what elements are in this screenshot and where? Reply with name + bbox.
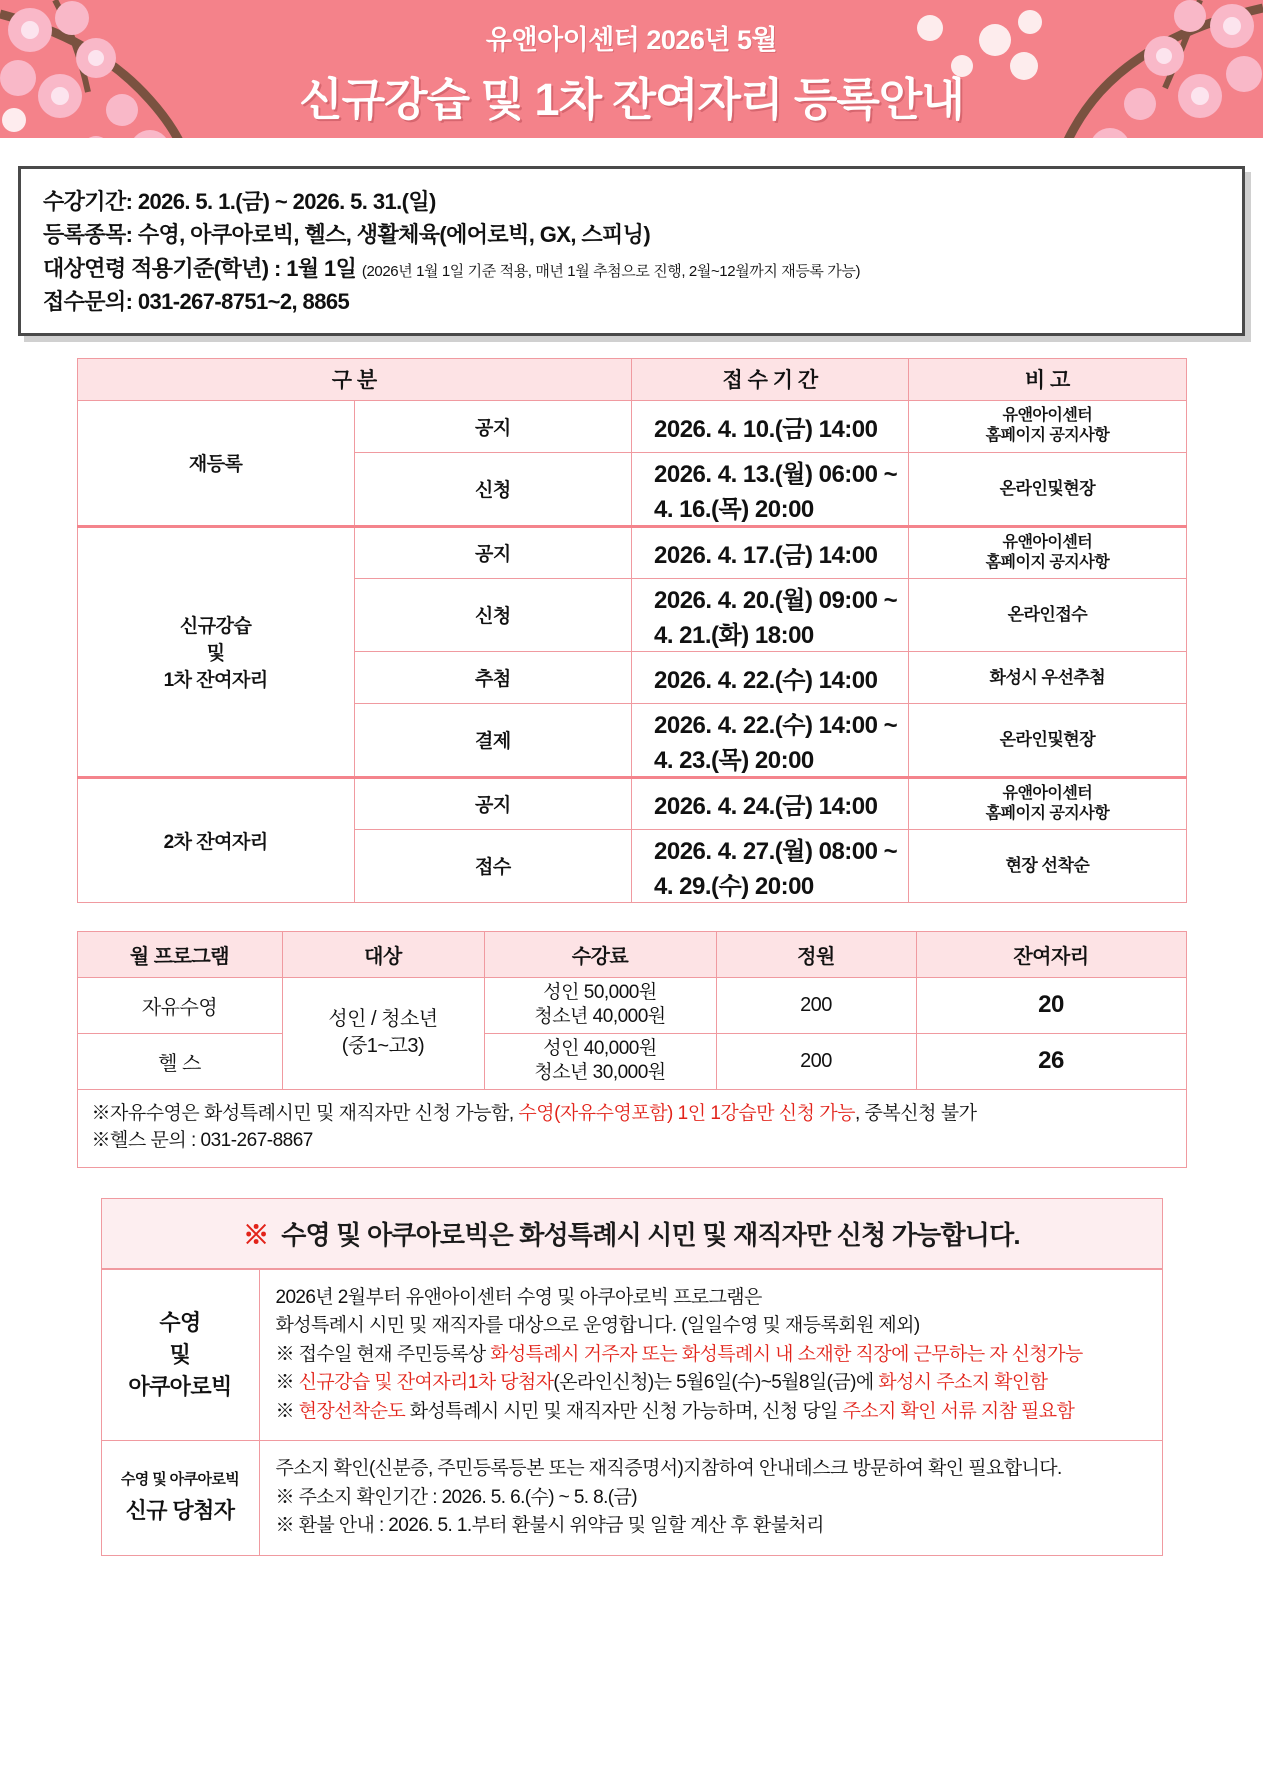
info-contact: 접수문의: 031-267-8751~2, 8865	[43, 289, 350, 315]
page-title: 신규강습 및 1차 잔여자리 등록안내	[299, 74, 964, 125]
schedule-date: 2026. 4. 22.(수) 14:00 ~ 4. 23.(목) 20:00	[632, 703, 909, 777]
program-capacity: 200	[716, 977, 916, 1033]
notice-swim-line5-mid: 화성특례시 시민 및 재직자만 신청 가능하며, 신청 당일	[405, 1400, 843, 1422]
program-notes-row	[77, 1089, 1186, 1167]
program-target: 성인 / 청소년 (중1~고3)	[282, 977, 484, 1089]
notice-swim-line5-red2: 주소지 확인 서류 지참 필요함	[842, 1400, 1075, 1422]
schedule-note: 온라인접수	[909, 578, 1186, 651]
notice-swim-line4-star: ※	[275, 1372, 299, 1394]
notice-swim-line5-red1: 현장선착순도	[298, 1400, 406, 1422]
schedule-date: 2026. 4. 17.(금) 14:00	[632, 526, 909, 578]
notice-headline	[101, 1198, 1163, 1269]
notice-swim-line4-mid: (온라인신청)는 5월6일(수)~5월8일(금)에	[553, 1372, 879, 1394]
program-header-row	[77, 931, 1186, 977]
notice-winner-line1: 주소지 확인(신분증, 주민등록등본 또는 재직증명서)지참하여 안내데스크 방문하여 확인 필요합니다.	[275, 1458, 1062, 1480]
schedule-header-period: 접 수 기 간	[632, 358, 909, 400]
schedule-note: 현장 선착순	[909, 829, 1186, 902]
registration-schedule-table	[77, 358, 1187, 903]
schedule-note: 유앤아이센터 홈페이지 공지사항	[909, 400, 1186, 452]
notice-swim-line5	[276, 1398, 1148, 1427]
schedule-step-label: 공지	[354, 777, 631, 829]
program-remaining: 20	[916, 977, 1186, 1033]
program-header-target: 대상	[282, 931, 484, 977]
program-header-fee: 수강료	[484, 931, 716, 977]
program-header-capacity: 정원	[716, 931, 916, 977]
notice-star-icon: ※	[243, 1219, 269, 1250]
notice-swim-line4-red2: 화성시 주소지 확인함	[878, 1372, 1048, 1394]
header-subtitle: 유앤아이센터 2026년 5월	[485, 25, 778, 55]
schedule-date: 2026. 4. 10.(금) 14:00	[632, 400, 909, 452]
notice-category-winner	[101, 1441, 259, 1556]
schedule-step-label: 공지	[354, 526, 631, 578]
notice-swim-line4	[276, 1369, 1148, 1398]
program-name: 자유수영	[77, 977, 282, 1033]
notice-swim-line5-star: ※	[275, 1400, 299, 1422]
notice-category-winner-small: 수영 및 아쿠아로빅	[120, 1471, 240, 1489]
schedule-note: 온라인및현장	[909, 703, 1186, 777]
schedule-note: 유앤아이센터 홈페이지 공지사항	[909, 777, 1186, 829]
table-row	[77, 777, 1186, 829]
notice-table	[101, 1269, 1163, 1556]
program-note-1: ※자유수영은 화성특례시민 및 재직자만 신청 가능함, 수영(자유수영포함) 1인 1강습만 신청 가능, 중복신청 불가	[91, 1102, 977, 1124]
notice-winner-line2: ※ 주소지 확인기간 : 2026. 5. 6.(수) ~ 5. 8.(금)	[275, 1486, 638, 1508]
schedule-date: 2026. 4. 24.(금) 14:00	[632, 777, 909, 829]
schedule-step-label: 접수	[354, 829, 631, 902]
program-note-2: ※헬스 문의 : 031-267-8867	[91, 1130, 313, 1152]
schedule-group-label: 신규강습 및 1차 잔여자리	[77, 526, 354, 777]
notice-category-winner-label: 신규 당첨자	[125, 1498, 235, 1524]
schedule-group-label: 2차 잔여자리	[77, 777, 354, 902]
schedule-date: 2026. 4. 20.(월) 09:00 ~ 4. 21.(화) 18:00	[632, 578, 909, 651]
notice-swim-line3-a: ※ 접수일 현재 주민등록상	[275, 1343, 491, 1365]
schedule-header-note: 비 고	[909, 358, 1186, 400]
program-remaining: 26	[916, 1033, 1186, 1089]
program-header-name: 월 프로그램	[77, 931, 282, 977]
program-notes	[77, 1089, 1186, 1167]
notice-headline-text: 수영 및 아쿠아로빅은 화성특례시 시민 및 재직자만 신청 가능합니다.	[281, 1219, 1020, 1250]
program-header-remaining: 잔여자리	[916, 931, 1186, 977]
table-row	[77, 1033, 1186, 1089]
program-body	[77, 977, 1186, 1167]
schedule-step-label: 공지	[354, 400, 631, 452]
info-categories: 등록종목: 수영, 아쿠아로빅, 헬스, 생활체육(에어로빅, GX, 스피닝)	[43, 222, 651, 248]
schedule-step-label: 추첨	[354, 651, 631, 703]
schedule-step-label: 신청	[354, 578, 631, 651]
notice-section	[101, 1198, 1163, 1556]
notice-swim-line3-red: 화성특례시 거주자 또는 화성특례시 내 소재한 직장에 근무하는 자 신청가능	[490, 1343, 1083, 1365]
info-age-standard	[43, 252, 1222, 285]
schedule-header-category: 구 분	[77, 358, 632, 400]
schedule-body	[77, 400, 1186, 902]
schedule-note: 유앤아이센터 홈페이지 공지사항	[909, 526, 1186, 578]
notice-swim-line1: 2026년 2월부터 유앤아이센터 수영 및 아쿠아로빅 프로그램은	[275, 1286, 762, 1308]
notice-body-swim	[259, 1269, 1162, 1441]
notice-winner-line3: ※ 환불 안내 : 2026. 5. 1.부터 환불시 위약금 및 일할 계산 후 환불처리	[275, 1515, 824, 1537]
info-age-standard-main: 대상연령 적용기준(학년) : 1월 1일	[43, 255, 357, 281]
notice-category-swim	[101, 1269, 259, 1441]
notice-row-winner	[101, 1441, 1162, 1556]
info-age-standard-note: (2026년 1월 1일 기준 적용, 매년 1월 추첨으로 진행, 2월~12월까지 재등록 가능)	[361, 262, 861, 280]
notice-row-swim	[101, 1269, 1162, 1441]
notice-body-winner	[259, 1441, 1162, 1556]
page-header	[0, 0, 1263, 138]
table-row	[77, 526, 1186, 578]
program-name: 헬 스	[77, 1033, 282, 1089]
schedule-header-row	[77, 358, 1186, 400]
program-table	[77, 931, 1187, 1168]
program-fee: 성인 40,000원 청소년 30,000원	[484, 1033, 716, 1089]
table-row	[77, 400, 1186, 452]
schedule-date: 2026. 4. 22.(수) 14:00	[632, 651, 909, 703]
schedule-note: 온라인및현장	[909, 452, 1186, 526]
schedule-step-label: 신청	[354, 452, 631, 526]
program-fee: 성인 50,000원 청소년 40,000원	[484, 977, 716, 1033]
program-capacity: 200	[716, 1033, 916, 1089]
notice-swim-line2: 화성특례시 시민 및 재직자를 대상으로 운영합니다. (일일수영 및 재등록회원 제외)	[275, 1315, 920, 1337]
schedule-step-label: 결제	[354, 703, 631, 777]
schedule-date: 2026. 4. 27.(월) 08:00 ~ 4. 29.(수) 20:00	[632, 829, 909, 902]
notice-swim-line3	[276, 1341, 1148, 1370]
notice-swim-line4-red1: 신규강습 및 잔여자리1차 당첨자	[298, 1372, 554, 1394]
info-period: 수강기간: 2026. 5. 1.(금) ~ 2026. 5. 31.(일)	[43, 189, 436, 214]
course-info-box	[18, 166, 1245, 336]
schedule-group-label: 재등록	[77, 400, 354, 526]
schedule-date: 2026. 4. 13.(월) 06:00 ~ 4. 16.(목) 20:00	[632, 452, 909, 526]
schedule-note: 화성시 우선추첨	[909, 651, 1186, 703]
notice-category-swim-label: 수영 및 아쿠아로빅	[128, 1310, 232, 1400]
table-row	[77, 977, 1186, 1033]
